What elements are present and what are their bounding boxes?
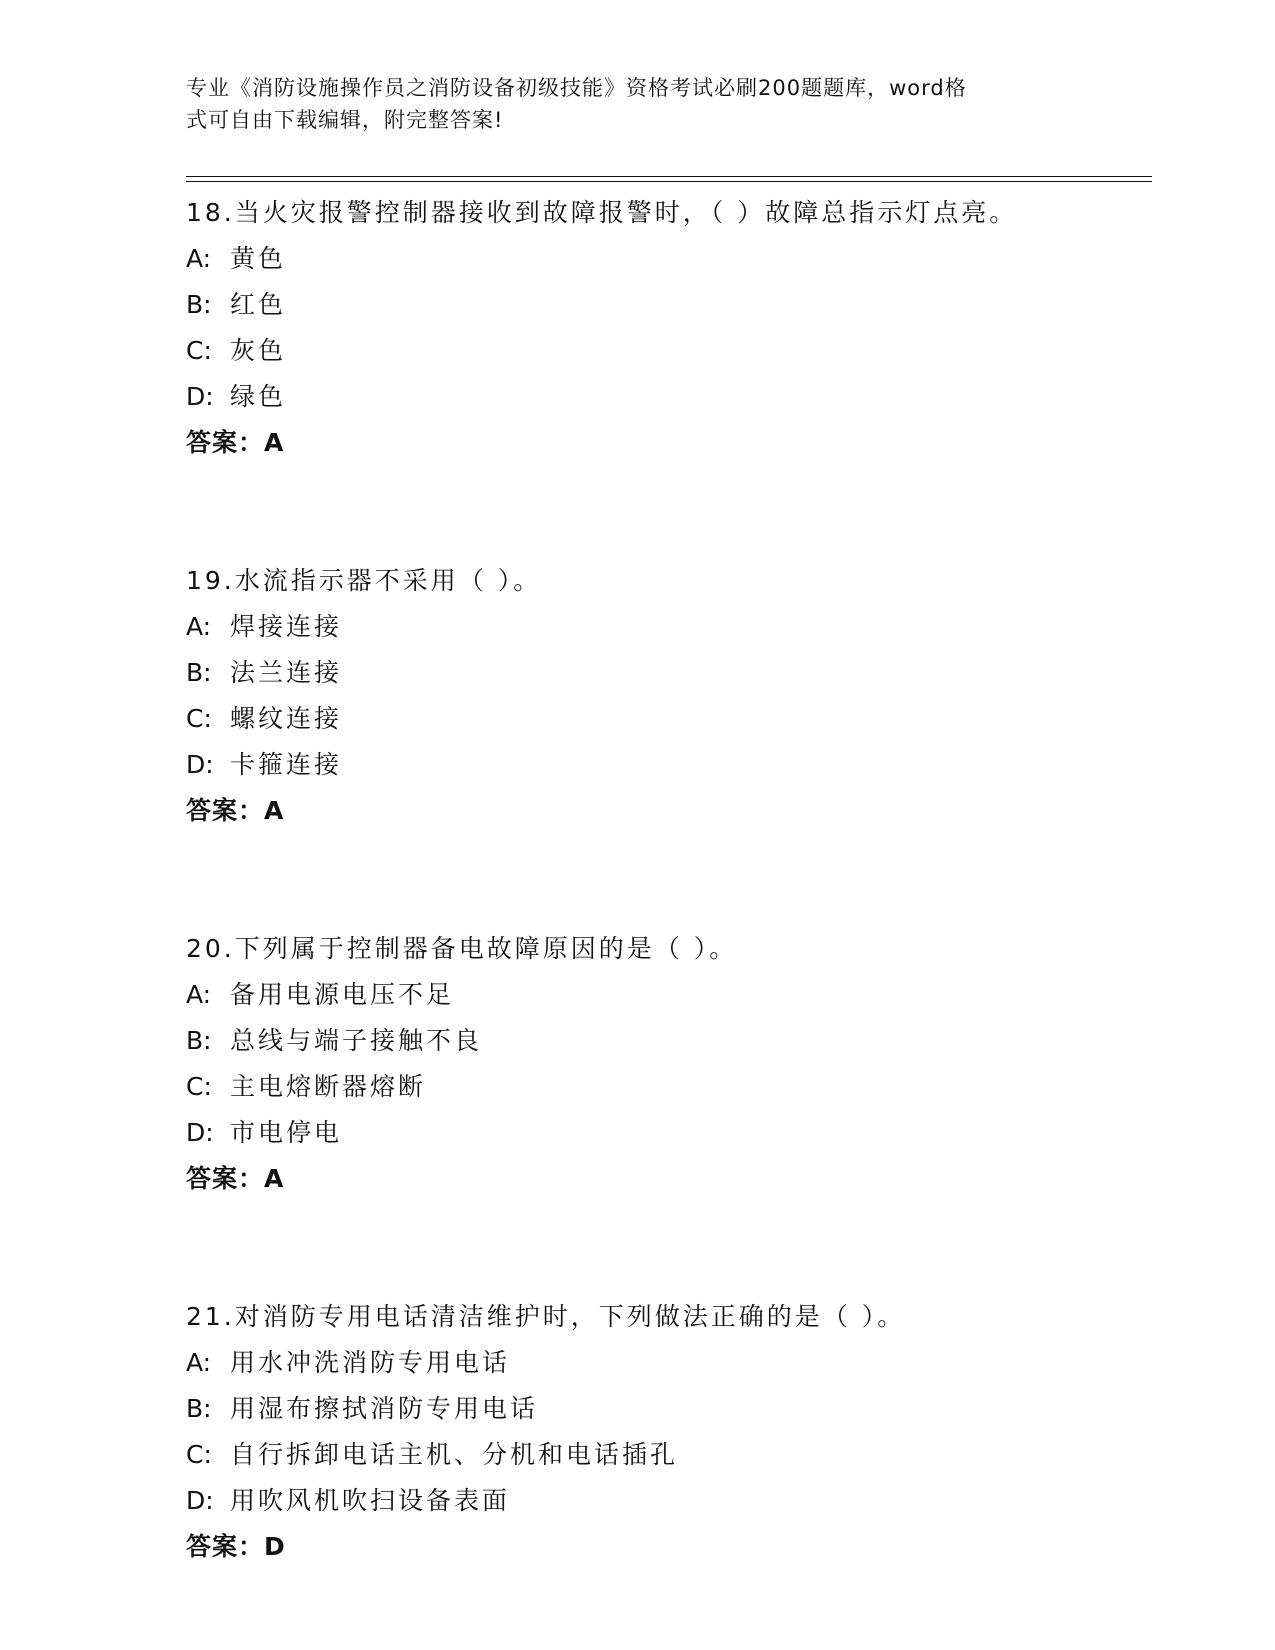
option-d — [186, 1478, 1152, 1524]
question-18 — [186, 190, 1152, 466]
option-text: 用水冲洗消防专用电话 — [230, 1348, 511, 1377]
answer-line: 答案：A — [186, 796, 285, 825]
option-text: 法兰连接 — [230, 658, 343, 687]
option-c — [186, 1064, 1152, 1110]
option-b — [186, 1386, 1152, 1432]
option-text: 主电熔断器熔断 — [230, 1072, 427, 1101]
option-key: D: — [186, 750, 214, 779]
question-stem: 18.当火灾报警控制器接收到故障报警时，（ ）故障总指示灯点亮。 — [186, 198, 1018, 227]
option-d — [186, 1110, 1152, 1156]
header-divider-bottom — [186, 181, 1152, 182]
option-key: C: — [186, 1072, 212, 1101]
option-a — [186, 604, 1152, 650]
question-spacer — [186, 466, 1152, 558]
question-21 — [186, 1294, 1152, 1570]
option-c — [186, 696, 1152, 742]
question-spacer — [186, 1202, 1152, 1294]
question-stem: 20.下列属于控制器备电故障原因的是（ ）。 — [186, 934, 738, 963]
option-d — [186, 742, 1152, 788]
option-b — [186, 1018, 1152, 1064]
option-text: 卡箍连接 — [230, 750, 343, 779]
option-a — [186, 972, 1152, 1018]
option-key: D: — [186, 1118, 214, 1147]
option-key: B: — [186, 658, 212, 687]
question-20 — [186, 926, 1152, 1202]
option-text: 用湿布擦拭消防专用电话 — [230, 1394, 539, 1423]
option-key: A: — [186, 1348, 212, 1377]
option-key: D: — [186, 382, 214, 411]
option-key: B: — [186, 290, 212, 319]
option-key: B: — [186, 1394, 212, 1423]
option-a — [186, 236, 1152, 282]
question-stem: 21.对消防专用电话清洁维护时，下列做法正确的是（ ）。 — [186, 1302, 906, 1331]
header-line-2: 式可自由下载编辑，附完整答案! — [186, 108, 504, 132]
option-text: 总线与端子接触不良 — [230, 1026, 483, 1055]
option-text: 灰色 — [230, 336, 287, 365]
question-stem: 19.水流指示器不采用（ ）。 — [186, 566, 542, 595]
option-text: 红色 — [230, 290, 287, 319]
option-text: 自行拆卸电话主机、分机和电话插孔 — [230, 1440, 679, 1469]
option-key: A: — [186, 244, 212, 273]
option-key: D: — [186, 1486, 214, 1515]
question-spacer — [186, 834, 1152, 926]
document-header — [186, 72, 1066, 136]
option-key: C: — [186, 336, 212, 365]
option-a — [186, 1340, 1152, 1386]
option-c — [186, 328, 1152, 374]
answer-line: 答案：D — [186, 1532, 286, 1561]
option-text: 焊接连接 — [230, 612, 343, 641]
option-c — [186, 1432, 1152, 1478]
option-text: 螺纹连接 — [230, 704, 343, 733]
header-line-1: 专业《消防设施操作员之消防设备初级技能》资格考试必刷200题题库，word格 — [186, 76, 967, 100]
option-text: 用吹风机吹扫设备表面 — [230, 1486, 511, 1515]
header-divider-top — [186, 176, 1152, 177]
option-key: B: — [186, 1026, 212, 1055]
option-d — [186, 374, 1152, 420]
option-b — [186, 650, 1152, 696]
answer-line: 答案：A — [186, 1164, 285, 1193]
option-key: A: — [186, 980, 212, 1009]
option-key: A: — [186, 612, 212, 641]
option-text: 市电停电 — [230, 1118, 343, 1147]
question-list — [186, 190, 1152, 1570]
question-19 — [186, 558, 1152, 834]
option-key: C: — [186, 1440, 212, 1469]
answer-line: 答案：A — [186, 428, 285, 457]
option-text: 备用电源电压不足 — [230, 980, 455, 1009]
option-key: C: — [186, 704, 212, 733]
option-text: 黄色 — [230, 244, 287, 273]
option-text: 绿色 — [230, 382, 287, 411]
option-b — [186, 282, 1152, 328]
